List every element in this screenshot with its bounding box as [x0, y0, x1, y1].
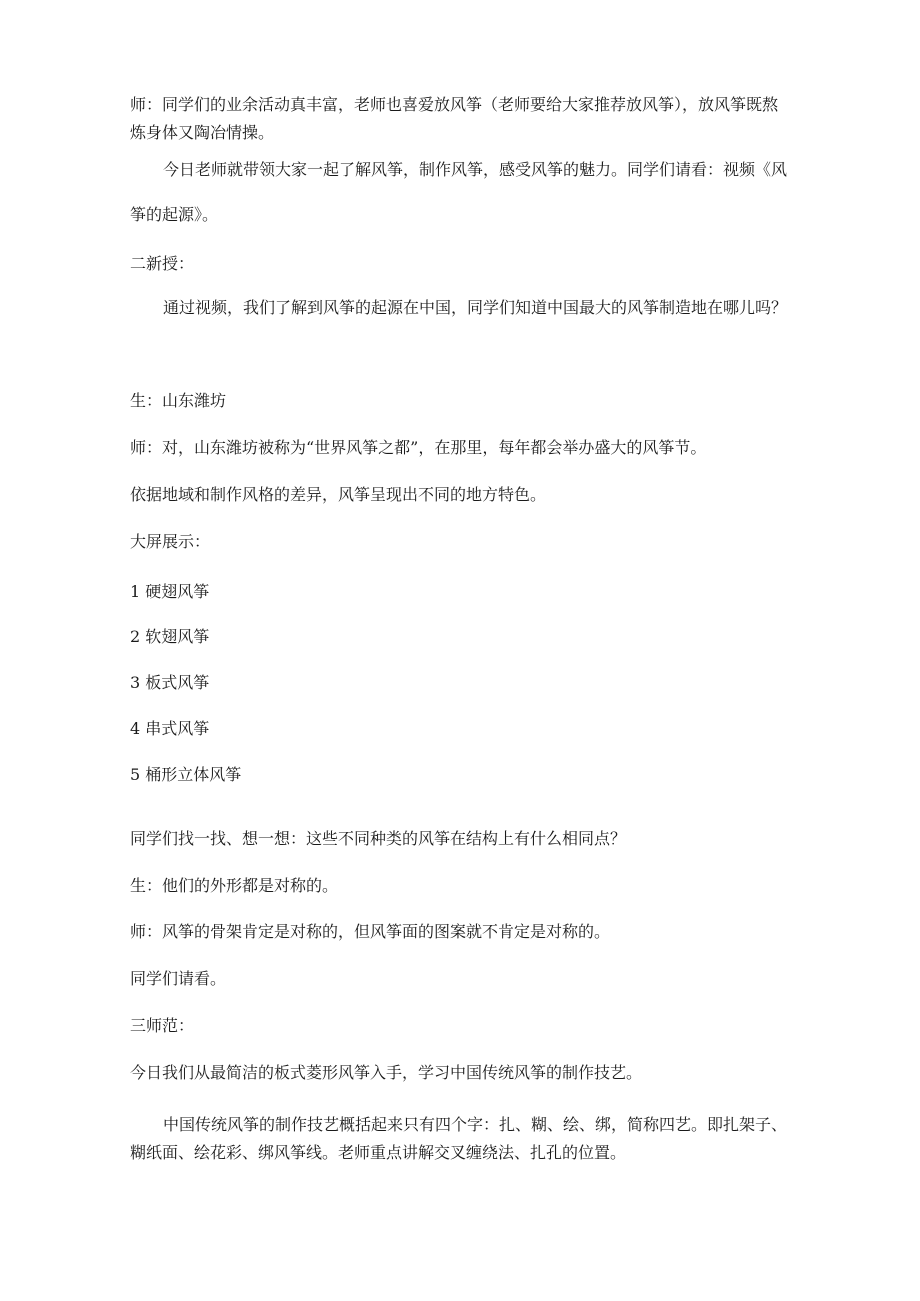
section-heading-demonstration: 三师范： — [130, 1016, 195, 1035]
list-item-kite-type: 1 硬翅风筝 — [130, 582, 210, 601]
list-item-kite-type: 5 桶形立体风筝 — [130, 765, 242, 784]
paragraph-video-intro: 今日老师就带领大家一起了解风筝，制作风筝，感受风筝的魅力。同学们请看：视频《风筝的起源》。 — [130, 160, 788, 224]
list-item-kite-type: 4 串式风筝 — [130, 719, 210, 738]
paragraph-screen-display: 大屏展示： — [130, 532, 211, 551]
paragraph-please-look: 同学们请看。 — [130, 969, 227, 988]
list-item-kite-type: 3 板式风筝 — [130, 673, 210, 692]
paragraph-teacher-frame-symmetric: 师：风筝的骨架肯定是对称的，但风筝面的图案就不肯定是对称的。 — [130, 922, 611, 941]
paragraph-student-answer-weifang: 生：山东潍坊 — [130, 391, 227, 410]
paragraph-four-crafts: 中国传统风筝的制作技艺概括起来只有四个字：扎、糊、绘、绑，简称四艺。即扎架子、糊纸面、绘花彩、绑风筝线。老师重点讲解交叉缠绕法、扎孔的位置。 — [130, 1115, 788, 1162]
paragraph-structure-question: 同学们找一找、想一想：这些不同种类的风筝在结构上有什么相同点？ — [130, 829, 627, 848]
section-heading-new-lesson: 二新授： — [130, 254, 195, 273]
list-item-kite-type: 2 软翅风筝 — [130, 627, 210, 646]
paragraph-regional-styles: 依据地域和制作风格的差异，风筝呈现出不同的地方特色。 — [130, 485, 547, 504]
paragraph-teacher-kites: 师：同学们的业余活动真丰富，老师也喜爱放风筝（老师要给大家推荐放风筝），放风筝既熬炼身体又陶冶情操。 — [130, 95, 779, 142]
paragraph-teacher-kite-capital: 师：对，山东潍坊被称为“世界风筝之都”，在那里，每年都会举办盛大的风筝节。 — [130, 438, 707, 457]
paragraph-diamond-kite: 今日我们从最简洁的板式菱形风筝入手，学习中国传统风筝的制作技艺。 — [130, 1063, 643, 1082]
paragraph-origin-question: 通过视频，我们了解到风筝的起源在中国，同学们知道中国最大的风筝制造地在哪儿吗？ — [163, 298, 788, 317]
paragraph-student-symmetric: 生：他们的外形都是对称的。 — [130, 876, 339, 895]
